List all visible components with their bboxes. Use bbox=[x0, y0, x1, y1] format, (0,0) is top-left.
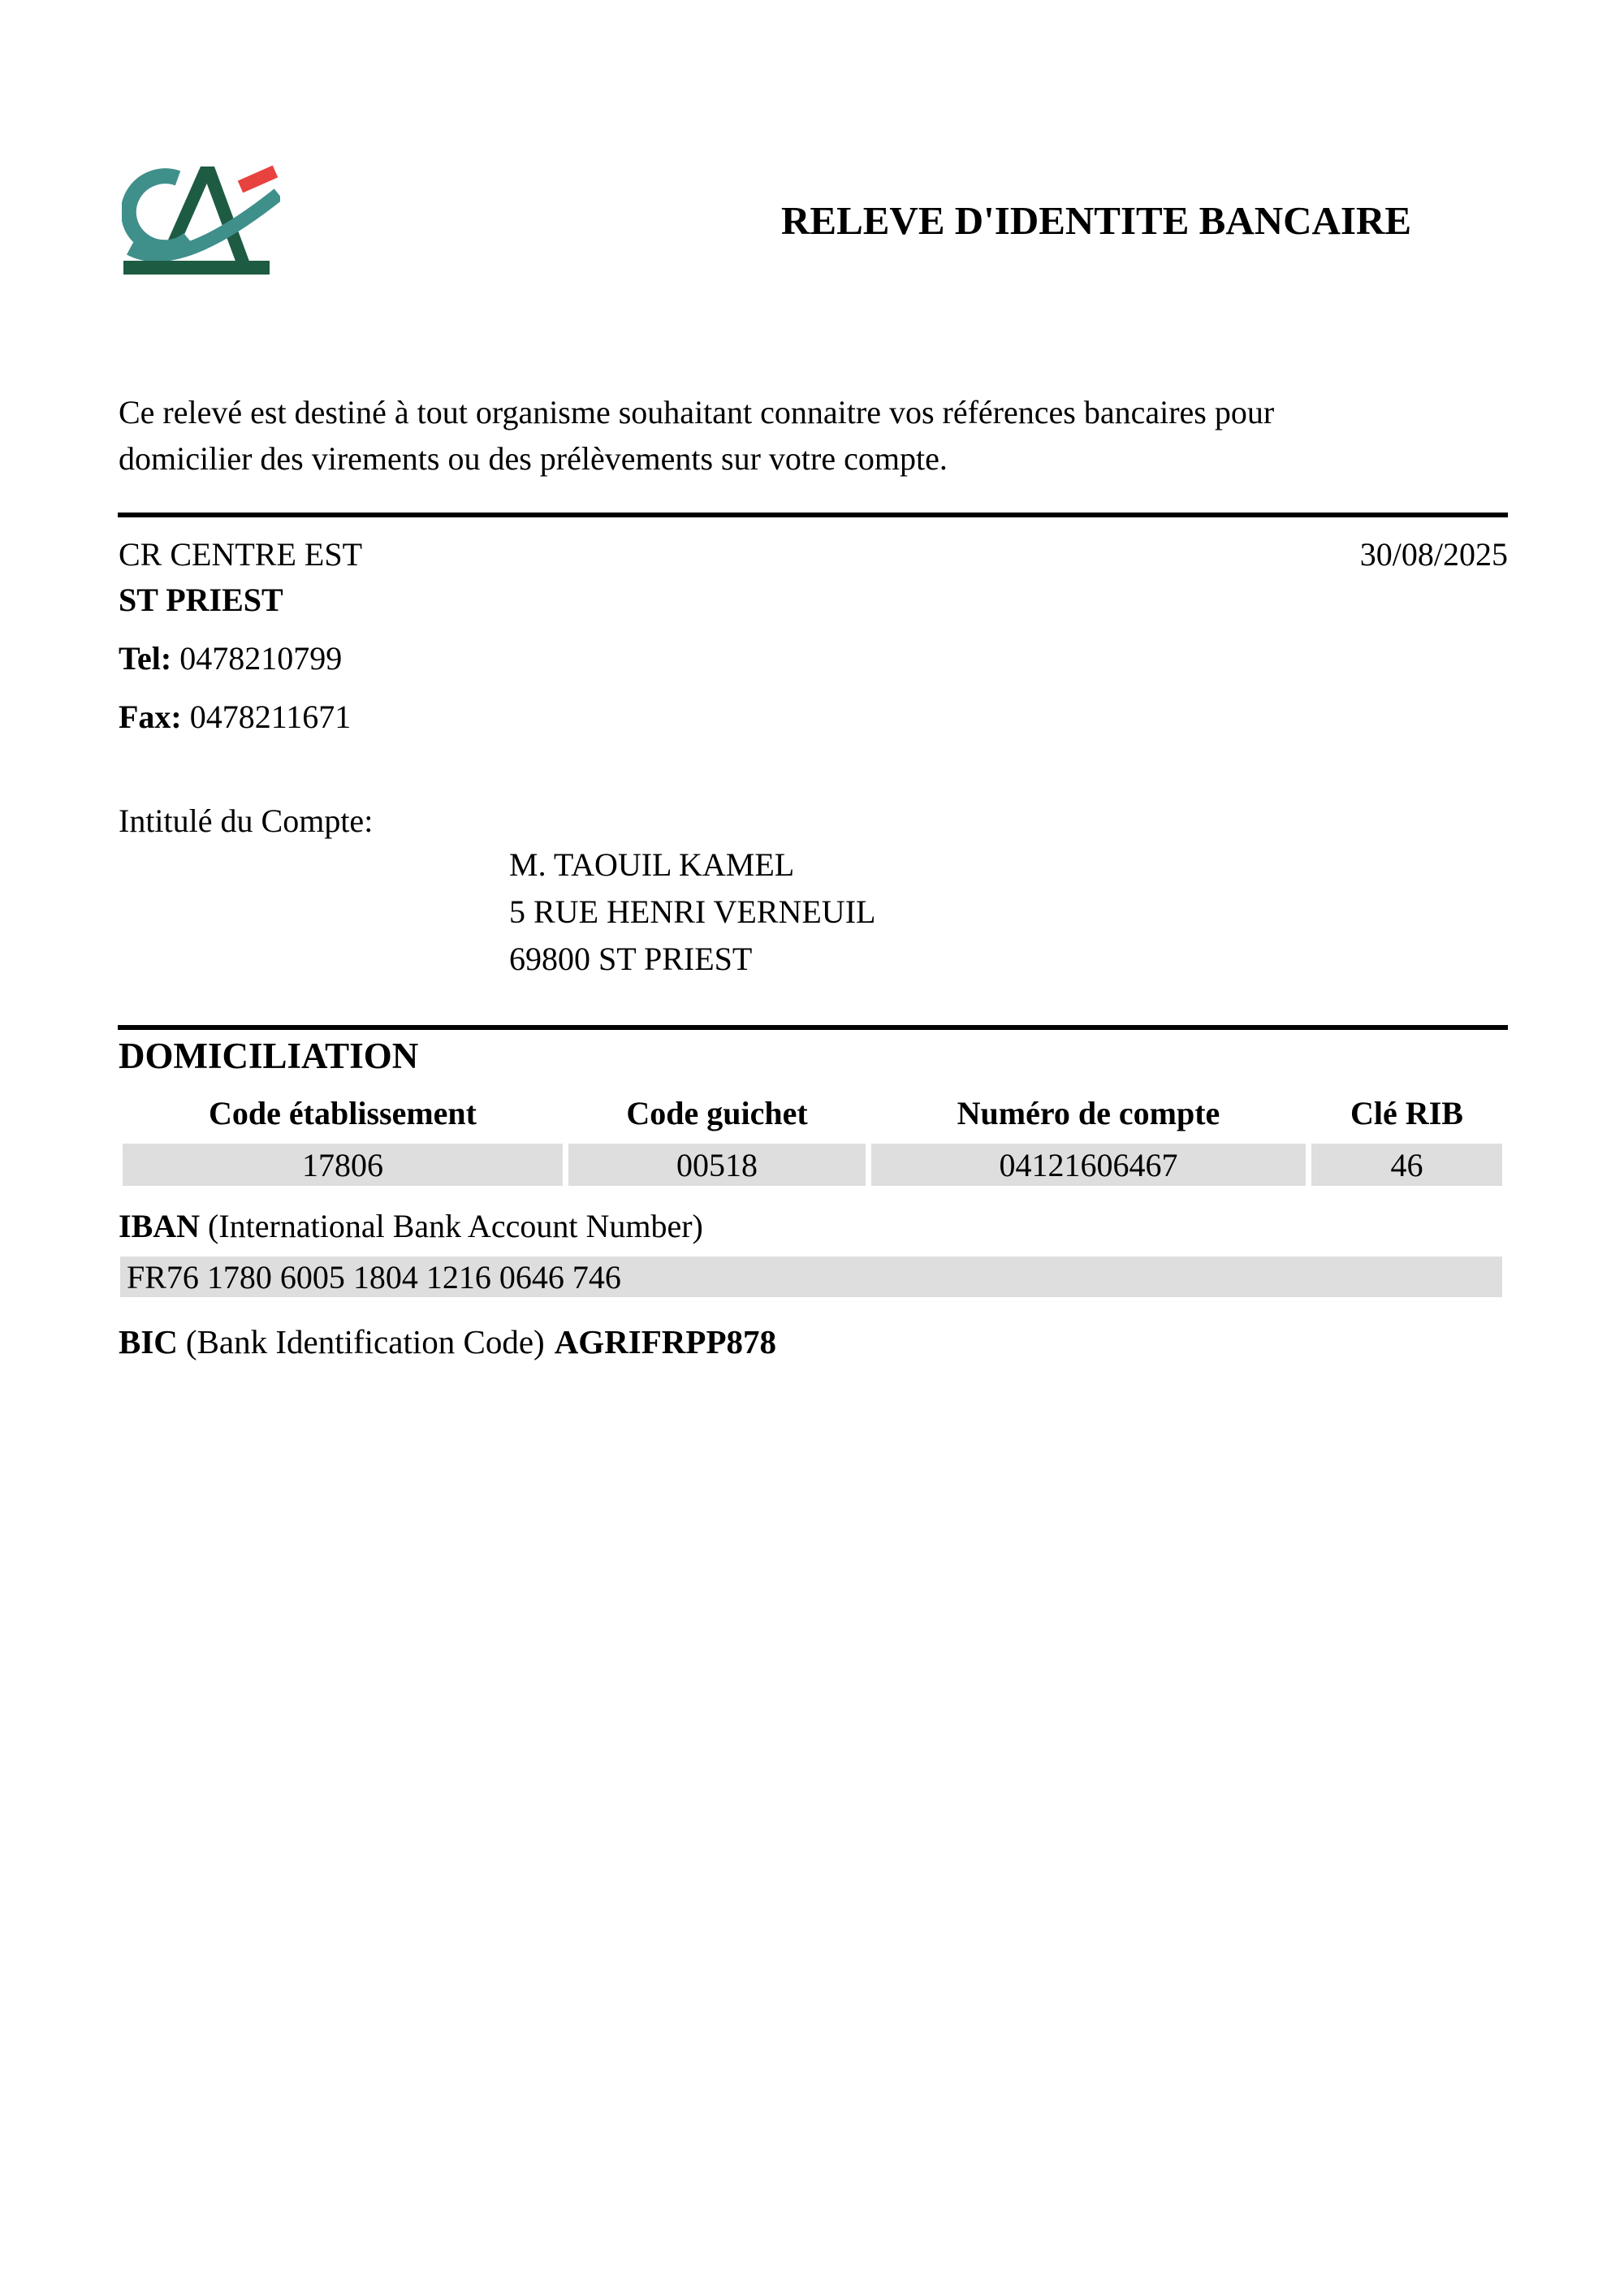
value-code-etablissement: 17806 bbox=[123, 1144, 563, 1186]
document-date: 30/08/2025 bbox=[1359, 536, 1508, 573]
account-holder-name: M. TAOUIL KAMEL bbox=[509, 846, 795, 883]
iban-label: IBAN bbox=[119, 1208, 201, 1244]
tel-label: Tel: bbox=[119, 640, 172, 677]
bic-label: BIC bbox=[119, 1323, 178, 1360]
value-cle-rib: 46 bbox=[1311, 1144, 1502, 1186]
iban-value: FR76 1780 6005 1804 1216 0646 746 bbox=[127, 1258, 621, 1296]
domiciliation-table bbox=[123, 1094, 1502, 1186]
tel-line bbox=[119, 639, 342, 677]
column-header-numero-de-compte: Numéro de compte bbox=[957, 1095, 1220, 1131]
branch-name: CR CENTRE EST bbox=[119, 536, 363, 573]
intro-paragraph bbox=[119, 389, 1274, 482]
iban-label-line bbox=[119, 1207, 703, 1245]
intro-line-2: domicilier des virements ou des prélèvements sur votre compte. bbox=[119, 440, 948, 477]
column-header-code-guichet: Code guichet bbox=[626, 1095, 808, 1131]
column-header-cle-rib: Clé RIB bbox=[1350, 1095, 1463, 1131]
domiciliation-heading: DOMICILIATION bbox=[119, 1036, 419, 1076]
bic-label-suffix: (Bank Identification Code) bbox=[185, 1323, 545, 1360]
logo-base-bar bbox=[123, 261, 270, 275]
logo-red-stripe bbox=[240, 171, 275, 187]
iban-label-suffix: (International Bank Account Number) bbox=[208, 1208, 703, 1244]
intro-line-1: Ce relevé est destiné à tout organisme souhaitant connaitre vos références bancaires pour bbox=[119, 394, 1275, 430]
bic-line bbox=[119, 1322, 776, 1361]
account-address-line2: 69800 ST PRIEST bbox=[509, 941, 753, 977]
logo-c-curve bbox=[123, 174, 189, 253]
account-address-line1: 5 RUE HENRI VERNEUIL bbox=[509, 893, 876, 930]
fax-value: 0478211671 bbox=[189, 699, 352, 735]
credit-agricole-logo bbox=[122, 165, 280, 275]
account-holder-block bbox=[509, 841, 875, 983]
column-header-code-etablissement: Code établissement bbox=[209, 1095, 477, 1131]
bic-value: AGRIFRPP878 bbox=[554, 1323, 776, 1360]
document-title: RELEVE D'IDENTITE BANCAIRE bbox=[781, 198, 1412, 243]
iban-value-band bbox=[120, 1257, 1502, 1297]
branch-row bbox=[119, 535, 1508, 573]
horizontal-rule-domiciliation bbox=[118, 1025, 1508, 1030]
horizontal-rule-top bbox=[118, 513, 1508, 517]
value-numero-de-compte: 04121606467 bbox=[871, 1144, 1306, 1186]
account-holder-label: Intitulé du Compte: bbox=[119, 802, 374, 839]
branch-city: ST PRIEST bbox=[119, 582, 283, 618]
value-code-guichet: 00518 bbox=[568, 1144, 866, 1186]
tel-value: 0478210799 bbox=[179, 640, 343, 677]
fax-label: Fax: bbox=[119, 699, 182, 735]
fax-line bbox=[119, 698, 351, 736]
